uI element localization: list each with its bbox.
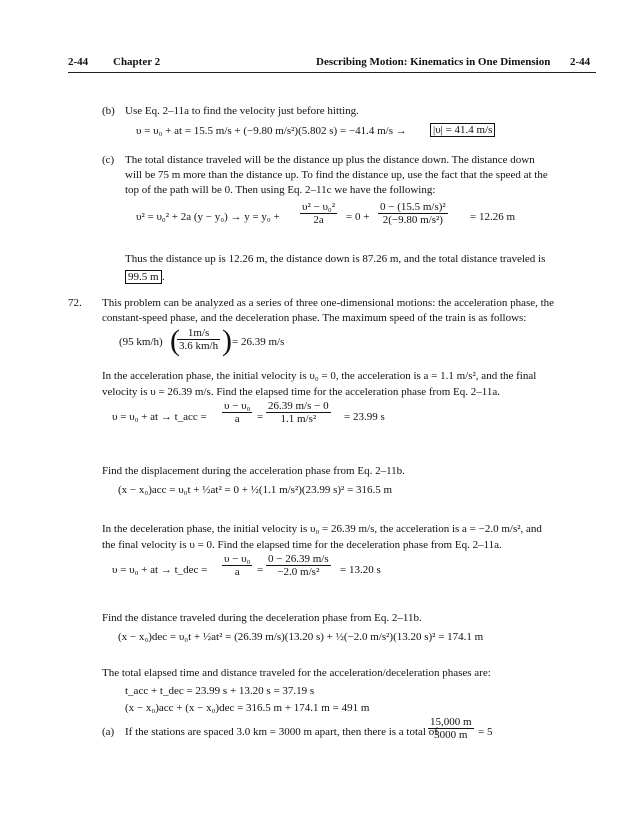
problem72-line1: This problem can be analyzed as a series of three one-dimensional motions: the acceleration phase, the [102, 297, 555, 309]
part-c-eq-result: = 12.26 m [470, 211, 516, 223]
part-b-answer: |υ| = 41.4 m/s [430, 123, 495, 137]
problem-number: 72. [68, 297, 82, 309]
part-a-frac-den: 3000 m [434, 729, 468, 741]
part-c-frac1-den: 2a [313, 214, 324, 226]
part-a-fraction [428, 716, 474, 741]
part-a-label: (a) [102, 726, 115, 738]
decel-fraction-2 [266, 553, 331, 578]
accel-text1: In the acceleration phase, the initial velocity is υ₀ = 0, the acceleration is a = 1.1 m/s², and the final [102, 370, 537, 382]
part-c-frac2-den: 2(−9.80 m/s²) [382, 214, 443, 226]
speed-frac-num: 1m/s [177, 327, 220, 340]
accel-eq-result: = 23.99 s [344, 411, 385, 423]
part-b-text: Use Eq. 2–11a to find the velocity just before hitting. [125, 105, 359, 117]
page-number-right: 2-44 [570, 56, 591, 68]
part-a-frac-num: 15,000 m [430, 716, 472, 728]
chapter-label: Chapter 2 [113, 56, 161, 68]
total-eq1: t_acc + t_dec = 23.99 s + 13.20 s = 37.19 s [125, 685, 315, 697]
decel-frac2-num: 0 − 26.39 m/s [268, 553, 329, 565]
part-c-fraction-2 [378, 201, 448, 226]
part-b-label: (b) [102, 105, 115, 117]
decel-text1: In the deceleration phase, the initial velocity is υ₀ = 26.39 m/s, the acceleration is a = −2.0 m/s², and [102, 523, 542, 535]
part-c-frac2-num: 0 − (15.5 m/s)² [380, 201, 446, 213]
accel-disp-text: Find the displacement during the acceleration phase from Eq. 2–11b. [102, 465, 405, 477]
part-c-line2: will be 75 m more than the distance up. To find the distance up, use the fact that the speed at the [125, 169, 548, 181]
total-eq2: (x − x₀)acc + (x − x₀)dec = 316.5 m + 174.1 m = 491 m [125, 702, 370, 714]
total-text: The total elapsed time and distance traveled for the acceleration/deceleration phases are: [102, 667, 491, 679]
decel-frac2-den: −2.0 m/s² [277, 566, 320, 578]
accel-fraction-2 [266, 400, 331, 425]
accel-text2: velocity is υ = 26.39 m/s. Find the elapsed time for the acceleration phase from Eq. 2–11a. [102, 386, 500, 398]
accel-eq-left: υ = υ₀ + at → t_acc = [112, 411, 207, 423]
accel-frac1-den: a [234, 413, 240, 425]
speed-left: (95 km/h) [119, 336, 163, 348]
problem72-line2: constant-speed phase, and the deceleration phase. The maximum speed of the train is as follows: [102, 312, 527, 324]
part-c-line1: The total distance traveled will be the distance up plus the distance down. The distance down [125, 154, 535, 166]
decel-eq-equals: = [257, 564, 264, 576]
speed-frac-den: 3.6 km/h [179, 340, 219, 352]
accel-frac1-num: υ − υ₀ [224, 400, 251, 412]
paren-right: ) [222, 324, 232, 357]
accel-fraction-1 [222, 400, 252, 425]
part-c-answer-period: . [162, 271, 165, 283]
accel-frac2-den: 1.1 m/s² [280, 413, 317, 425]
decel-disp-text: Find the distance traveled during the deceleration phase from Eq. 2–11b. [102, 612, 422, 624]
decel-disp-eq: (x − x₀)dec = υ₀t + ½at² = (26.39 m/s)(13.20 s) + ½(−2.0 m/s²)(13.20 s)² = 174.1 m [118, 631, 484, 643]
part-c-label: (c) [102, 154, 115, 166]
chapter-title: Describing Motion: Kinematics in One Dimension [316, 56, 551, 68]
decel-text2: the final velocity is υ = 0. Find the elapsed time for the deceleration phase from Eq. 2–11a. [102, 539, 502, 551]
part-c-eq-left: υ² = υ₀² + 2a (y − y₀) → y = y₀ + [136, 211, 280, 223]
speed-fraction [177, 327, 220, 352]
decel-frac1-num: υ − υ₀ [224, 553, 251, 565]
accel-disp-eq: (x − x₀)acc = υ₀t + ½at² = 0 + ½(1.1 m/s²)(23.99 s)² = 316.5 m [118, 484, 393, 496]
part-b-equation: υ = υ₀ + at = 15.5 m/s + (−9.80 m/s²)(5.802 s) = −41.4 m/s → [136, 125, 407, 137]
part-c-eq-mid: = 0 + [346, 211, 370, 223]
part-c-fraction-1 [300, 201, 337, 226]
accel-eq-equals: = [257, 411, 264, 423]
part-a-result: = 5 [478, 726, 493, 738]
paren-left: ( [170, 324, 180, 357]
decel-eq-left: υ = υ₀ + at → t_dec = [112, 564, 208, 576]
page-number-left: 2-44 [68, 56, 89, 68]
part-c-answer: 99.5 m [125, 270, 162, 284]
header-rule [68, 72, 596, 73]
part-c-result-line: Thus the distance up is 12.26 m, the distance down is 87.26 m, and the total distance traveled is [125, 253, 546, 265]
decel-eq-result: = 13.20 s [340, 564, 381, 576]
part-c-frac1-num: υ² − υ₀² [302, 201, 336, 213]
part-c-line3: top of the path will be 0. Then using Eq. 2–11c we have the following: [125, 184, 436, 196]
decel-frac1-den: a [234, 566, 240, 578]
part-a-text: If the stations are spaced 3.0 km = 3000 m apart, then there is a total of [125, 726, 438, 738]
speed-result: = 26.39 m/s [232, 336, 285, 348]
accel-frac2-num: 26.39 m/s − 0 [268, 400, 329, 412]
decel-fraction-1 [222, 553, 252, 578]
